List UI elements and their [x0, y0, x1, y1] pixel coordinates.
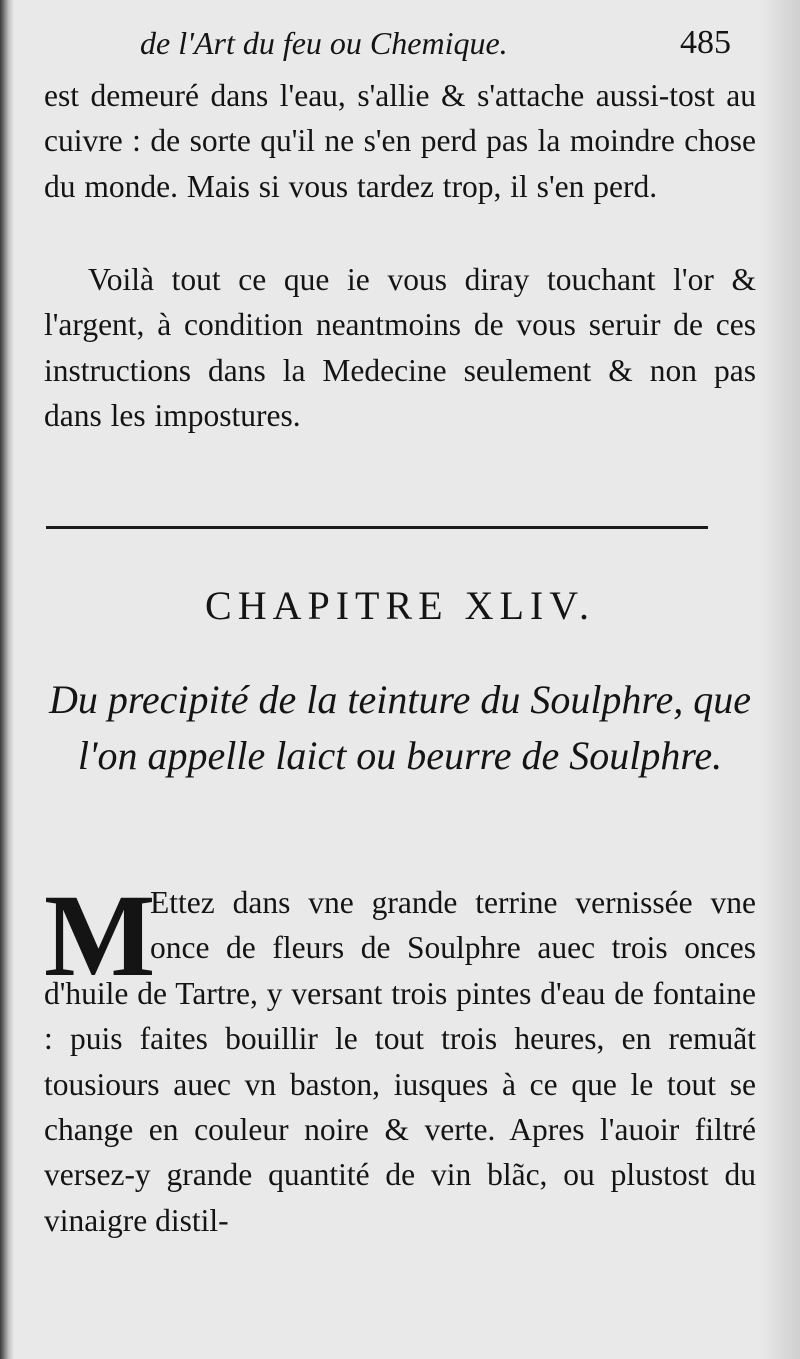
page-number: 485 [680, 24, 731, 61]
page-edge-shadow [760, 0, 800, 1359]
page-header [0, 18, 800, 68]
running-head: de l'Art du feu ou Chemique. [140, 25, 508, 61]
chapter-body [44, 870, 756, 1330]
continuation-paragraph: est demeuré dans l'eau, s'allie & s'attache aussi-tost au cuivre : de sorte qu'il ne s'en perd pas la moindre chose du monde. Mais si vous tardez trop, il s'en perd. [44, 78, 756, 204]
closing-paragraph: Voilà tout ce que ie vous diray touchant l'or & l'argent, à condition neantmoins de vous seruir de ces instructions dans la Medecine seulement & non pas dans les impostures. [44, 262, 756, 434]
drop-cap: M [44, 870, 156, 1001]
chapter-title: Du precipité de la teinture du Soulphre, que l'on appelle laict ou beurre de Soulphre. [48, 677, 752, 778]
section-divider [46, 526, 708, 529]
page-gutter-shadow [0, 0, 14, 1359]
chapter-heading: CHAPITRE XLIV. [205, 583, 595, 628]
chapter-body-content: Ettez dans vne grande terrine vernissée vne once de fleurs de Soulphre auec trois onces d'huile de Tartre, y versant trois pintes d'eau de fontaine : puis faites bouillir le tout trois heures, en remuãt tousiours auec vn baston, iusques à ce que le tout se change en couleur noire & verte. Apres l'auoir filtré versez-y grande quantité de vin blãc, ou plustost du vinaigre distil- [44, 885, 756, 1238]
